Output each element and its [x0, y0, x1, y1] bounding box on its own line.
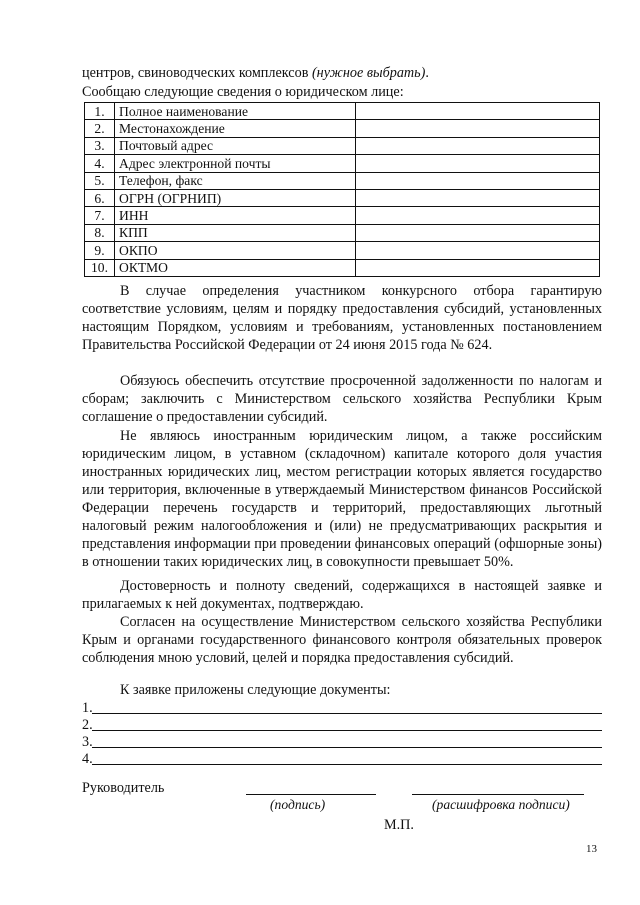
choose-note: (нужное выбрать) [311, 65, 426, 81]
row-label: ОКПО [115, 242, 356, 259]
row-label: ОГРН (ОГРНИП) [115, 189, 356, 206]
row-label: Местонахождение [115, 120, 356, 137]
reliability-paragraph [82, 577, 602, 613]
table-row [85, 120, 600, 137]
row-value-field[interactable] [356, 224, 600, 241]
attachment-number: 3. [82, 734, 93, 750]
table-row [85, 155, 600, 172]
guarantee-paragraph [82, 282, 602, 354]
attachment-line[interactable] [82, 733, 602, 751]
row-number: 3. [85, 137, 115, 154]
row-value-field[interactable] [356, 120, 600, 137]
paragraph-guarantee: В случае определения участником конкурсного отбора гарантирую соответствие условиям, целям и порядку предоставления субсидий, установленных настоящим Порядком, условиям и требованиям, установленных постановлением Правительства Российской Федерации от 24 июня 2015 года № 624. [82, 283, 602, 353]
row-number: 10. [85, 259, 115, 276]
row-number: 2. [85, 120, 115, 137]
row-value-field[interactable] [356, 189, 600, 206]
legal-entity-table [84, 102, 600, 277]
row-number: 9. [85, 242, 115, 259]
row-value-field[interactable] [356, 137, 600, 154]
attachment-line[interactable] [82, 750, 602, 768]
intro-line-2: Сообщаю следующие сведения о юридическом лице: [82, 84, 404, 100]
stamp-label: М.П. [384, 817, 414, 833]
attachment-number: 1. [82, 700, 93, 716]
attachment-line[interactable] [82, 716, 602, 734]
row-label: Почтовый адрес [115, 137, 356, 154]
attachment-blank-line [92, 764, 602, 765]
row-value-field[interactable] [356, 172, 600, 189]
row-value-field[interactable] [356, 155, 600, 172]
row-label: ИНН [115, 207, 356, 224]
attachment-blank-line [92, 713, 602, 714]
row-label: Телефон, факс [115, 172, 356, 189]
table-row [85, 242, 600, 259]
attachments-heading: К заявке приложены следующие документы: [120, 682, 391, 698]
table-row [85, 189, 600, 206]
attachment-number: 2. [82, 717, 93, 733]
table-row [85, 207, 600, 224]
signature-decode-line[interactable] [412, 794, 584, 795]
attachment-line[interactable] [82, 699, 602, 717]
paragraph-offshore: Не являюсь иностранным юридическим лицом, а также российским юридическим лицом, в уставном (складочном) капитале которого доля участия иностранных юридических лиц, местом регистрации которых является государство или территория, включенные в утверждаемый Министерством финансов Российской Федерации перечень государств и территорий, предоставляющих льготный налоговый режим налогообложения и (или) не предусматривающих раскрытия и представления информации при проведении финансовых операций (офшорные зоны) в отношении таких юридических лиц, в совокупности превышает 50%. [82, 428, 602, 570]
table-row [85, 103, 600, 120]
paragraph-consent: Согласен на осуществление Министерством сельского хозяйства Республики Крым и органами государственного финансового контроля обязательных проверок соблюдения мною условий, целей и порядка предоставления субсидий. [82, 614, 602, 666]
table-row [85, 224, 600, 241]
page-number: 13 [586, 843, 597, 855]
row-label: Полное наименование [115, 103, 356, 120]
attachment-blank-line [92, 747, 602, 748]
row-number: 7. [85, 207, 115, 224]
intro-line-1: центров, свиноводческих комплексов (нужное выбрать). [82, 65, 429, 81]
row-label: ОКТМО [115, 259, 356, 276]
row-number: 4. [85, 155, 115, 172]
row-number: 6. [85, 189, 115, 206]
paragraph-obligation: Обязуюсь обеспечить отсутствие просроченной задолженности по налогам и сборам; заключить с Министерством сельского хозяйства Республики Крым соглашение о предоставлении субсидий. [82, 373, 602, 425]
row-number: 1. [85, 103, 115, 120]
attachment-blank-line [92, 730, 602, 731]
signature-caption: (подпись) [270, 797, 326, 812]
row-label: КПП [115, 224, 356, 241]
table-row [85, 172, 600, 189]
row-number: 5. [85, 172, 115, 189]
row-value-field[interactable] [356, 242, 600, 259]
signatory-role: Руководитель [82, 780, 165, 796]
attachment-number: 4. [82, 751, 93, 767]
table-row [85, 259, 600, 276]
row-label: Адрес электронной почты [115, 155, 356, 172]
decode-caption: (расшифровка подписи) [432, 797, 570, 812]
signature-line[interactable] [246, 794, 376, 795]
row-value-field[interactable] [356, 259, 600, 276]
paragraph-reliability: Достоверность и полноту сведений, содержащихся в настоящей заявке и прилагаемых к ней документах, подтверждаю. [82, 578, 602, 612]
consent-paragraph [82, 613, 602, 667]
obligation-paragraph [82, 372, 602, 426]
offshore-paragraph [82, 427, 602, 571]
row-value-field[interactable] [356, 103, 600, 120]
row-value-field[interactable] [356, 207, 600, 224]
row-number: 8. [85, 224, 115, 241]
table-row [85, 137, 600, 154]
